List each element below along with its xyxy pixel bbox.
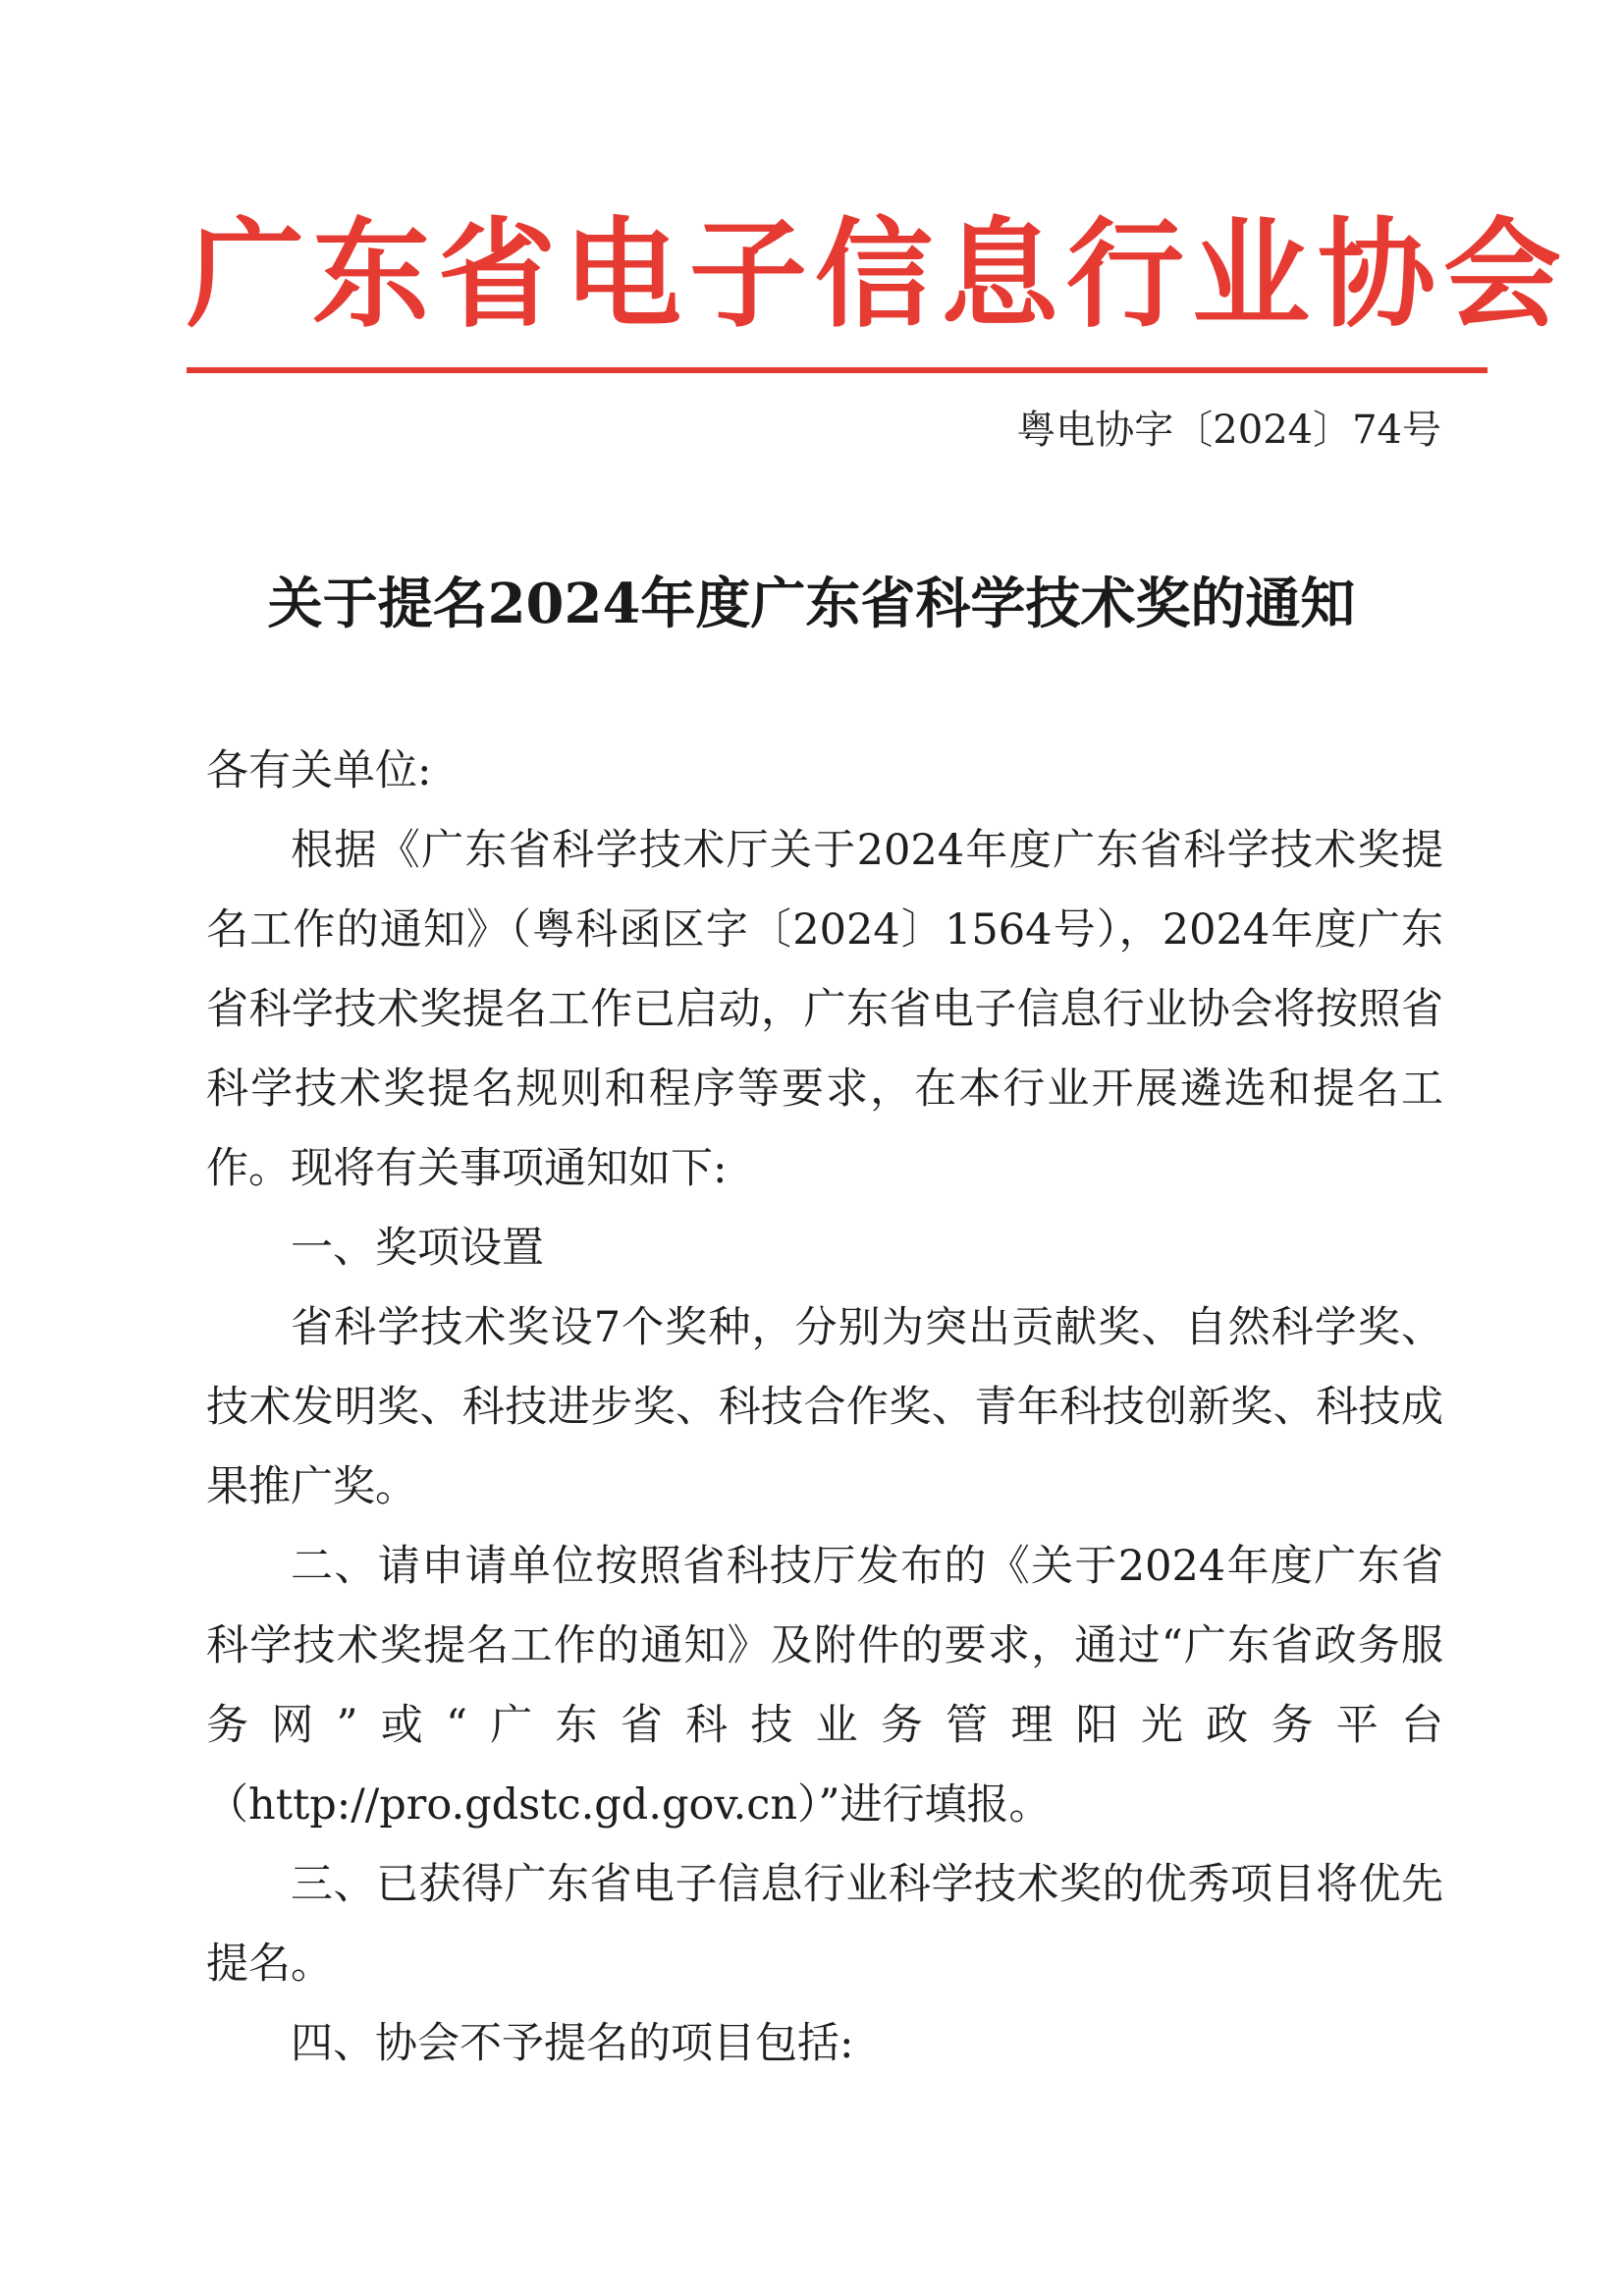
organization-header: 广东省电子信息行业协会 [187,205,1569,344]
paragraph-priority-nomination: 三、已获得广东省电子信息行业科学技术奖的优秀项目将优先提名。 [206,1860,1443,1989]
paragraph-exclusions-heading: 四、协会不予提名的项目包括: [291,2019,854,2068]
document-body [206,732,1443,2084]
document-number: 粤电协字〔2024〕74号 [1016,408,1441,453]
paragraph-application-channel: 二、请申请单位按照省科技厅发布的《关于2024年度广东省科学技术奖提名工作的通知》及附件的要求，通过“广东省政务服务网”或“广东省科技业务管理阳光政务平台（http://pro.gdstc.gd.gov.cn）”进行填报。 [206,1542,1443,1830]
paragraph-award-types: 省科学技术奖设7个奖种，分别为突出贡献奖、自然科学奖、技术发明奖、科技进步奖、科技合作奖、青年科技创新奖、科技成果推广奖。 [206,1303,1443,1511]
section-heading-award-setting: 一、奖项设置 [291,1224,544,1273]
salutation: 各有关单位: [206,746,432,795]
document-title: 关于提名2024年度广东省科学技术奖的通知 [267,572,1356,636]
paragraph-intro: 根据《广东省科学技术厅关于2024年度广东省科学技术奖提名工作的通知》（粤科函区字〔2024〕1564号），2024年度广东省科学技术奖提名工作已启动，广东省电子信息行业协会将按照省科学技术奖提名规则和程序等要求，在本行业开展遴选和提名工作。现将有关事项通知如下: [206,826,1443,1193]
header-red-rule [187,367,1488,373]
